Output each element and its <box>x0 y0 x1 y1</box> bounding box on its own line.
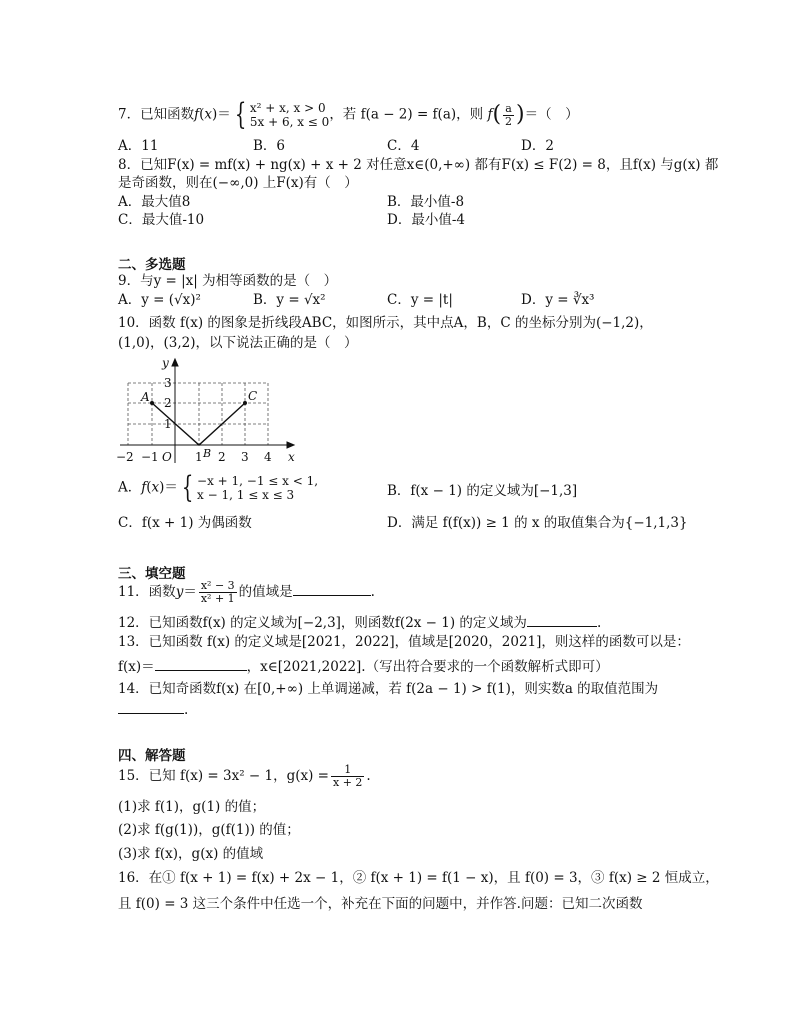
q9-stem: 9．与y = |x| 为相等函数的是（ ） <box>118 273 338 289</box>
q11-stem: 11．函数y＝ $\frac{\text{x² − 3}}{\text{x² + 1}}$ 的值域是 . <box>118 579 375 605</box>
x-tick-label: −1 <box>141 450 159 464</box>
x-tick-label: 2 <box>218 450 226 464</box>
y-tick-label: 2 <box>164 396 172 410</box>
q15-stem: 15．已知 f(x) = 3x² − 1，g(x) = $\frac{1}{x + 2}$ . <box>118 763 371 789</box>
point-c-label: C <box>248 389 258 403</box>
x-axis-arrow-icon <box>287 442 294 448</box>
q8-option-b: B．最小值-8 <box>387 194 465 210</box>
q8-option-c: C．最大值-10 <box>118 212 205 228</box>
q11-fraction: $\frac{\text{x² − 3}}{\text{x² + 1}}$ <box>200 579 235 605</box>
q11-answer-blank[interactable] <box>293 582 371 596</box>
q15-fraction: $\frac{1}{x + 2}$ <box>333 763 363 789</box>
y-axis-label: y <box>162 356 169 370</box>
q8-line-2: 是奇函数，则在(−∞,0) 上F(x)有（ ） <box>118 175 358 191</box>
q7-option-a: A．11 <box>118 138 159 154</box>
section-title-solutions: 四、解答题 <box>118 748 186 764</box>
q10-line-2: (1,0)，(3,2)，以下说法正确的是（ ） <box>118 335 358 351</box>
origin-label: O <box>162 450 172 464</box>
q13-answer-blank[interactable] <box>155 657 247 671</box>
q7-stem: 7．已知函数f(x)＝ { x² + x, x > 0 5x + 6, x ≤ 0，若 f(a − 2) = f(a)，则 f( $\frac{a}{2}$ )＝（ ） <box>118 97 579 132</box>
q13-line-1: 13．已知函数 f(x) 的定义域是[2021，2022]，值域是[2020，2021]，则这样的函数可以是： <box>118 634 690 650</box>
section-title-multi-choice: 二、多选题 <box>118 257 186 273</box>
point-a <box>150 401 154 405</box>
q12-stem: 12．已知函数f(x) 的定义域为[−2,3]，则函数f(2x − 1) 的定义域为 . <box>118 615 602 631</box>
x-tick-label: 3 <box>241 450 249 464</box>
q15-part-3: (3)求 f(x)，g(x) 的值域 <box>118 846 264 862</box>
q8-line-1: 8．已知F(x) = mf(x) + ng(x) + x + 2 对任意x∈(0,+∞) 都有F(x) ≤ F(2) = 8，且f(x) 与g(x) 都 <box>118 157 719 173</box>
q7-case-1: x² + x, x > 0 <box>249 101 326 115</box>
y-tick-label: 3 <box>164 376 172 390</box>
q7-option-b: B．6 <box>253 138 286 154</box>
q14-answer-blank[interactable] <box>118 700 184 714</box>
q16-line-2: 且 f(0) = 3 这三个条件中任选一个，补充在下面的问题中，并作答.问题：已知二次函数 <box>118 896 643 912</box>
q10-option-c: C．f(x + 1) 为偶函数 <box>118 515 252 531</box>
q7-case-2: 5x + 6, x ≤ 0 <box>249 115 330 129</box>
q12-answer-blank[interactable] <box>527 613 597 627</box>
q7-option-d: D．2 <box>521 138 554 154</box>
q10-option-a: A．f(x)＝ { −x + 1, −1 ≤ x < 1, x − 1, 1 ≤ x ≤ 3 <box>118 470 319 505</box>
point-c <box>243 401 247 405</box>
q9-option-d: D．y = ∛x³ <box>521 292 595 308</box>
q15-part-2: (2)求 f(g(1))，g(f(1)) 的值； <box>118 822 300 838</box>
section-title-fill-blank: 三、填空题 <box>118 566 186 582</box>
q10-option-b: B．f(x − 1) 的定义域为[−1,3] <box>387 483 578 499</box>
y-tick-label: 1 <box>164 417 172 431</box>
x-axis-label: x <box>288 450 295 464</box>
q15-part-1: (1)求 f(1)，g(1) 的值； <box>118 799 266 815</box>
x-tick-label: 1 <box>195 450 203 464</box>
q16-line-1: 16．在① f(x + 1) = f(x) + 2x − 1，② f(x + 1) = f(1 − x)，且 f(0) = 3，③ f(x) ≥ 2 恒成立， <box>118 870 719 886</box>
q14-line-1: 14．已知奇函数f(x) 在[0,+∞) 上单调递减，若 f(2a − 1) > f(1)，则实数a 的取值范围为 <box>118 681 659 697</box>
q14-line-2: . <box>118 700 188 719</box>
q13-line-2: f(x)＝ ，x∈[2021,2022].（写出符合要求的一个函数解析式即可） <box>118 659 609 675</box>
y-axis-arrow-icon <box>172 359 178 366</box>
q9-option-b: B．y = √x² <box>253 292 326 308</box>
q8-option-a: A．最大值8 <box>118 194 191 210</box>
q7-option-c: C．4 <box>387 138 420 154</box>
q9-option-a: A．y = (√x)² <box>118 292 201 308</box>
x-tick-label: −2 <box>116 450 134 464</box>
q10-option-d: D．满足 f(f(x)) ≥ 1 的 x 的取值集合为{−1,1,3} <box>387 515 688 531</box>
point-b-label: B <box>203 447 212 460</box>
q10-line-1: 10．函数 f(x) 的图象是折线段ABC，如图所示，其中点A，B，C 的坐标分别为(−1,2)， <box>118 315 653 331</box>
q8-option-d: D．最小值-4 <box>387 212 465 228</box>
point-a-label: A <box>141 390 150 404</box>
q7-fraction: $\frac{a}{2}$ <box>505 101 513 128</box>
q9-option-c: C．y = |t| <box>387 292 453 308</box>
x-tick-label: 4 <box>264 450 272 464</box>
q10-graph <box>114 353 314 468</box>
